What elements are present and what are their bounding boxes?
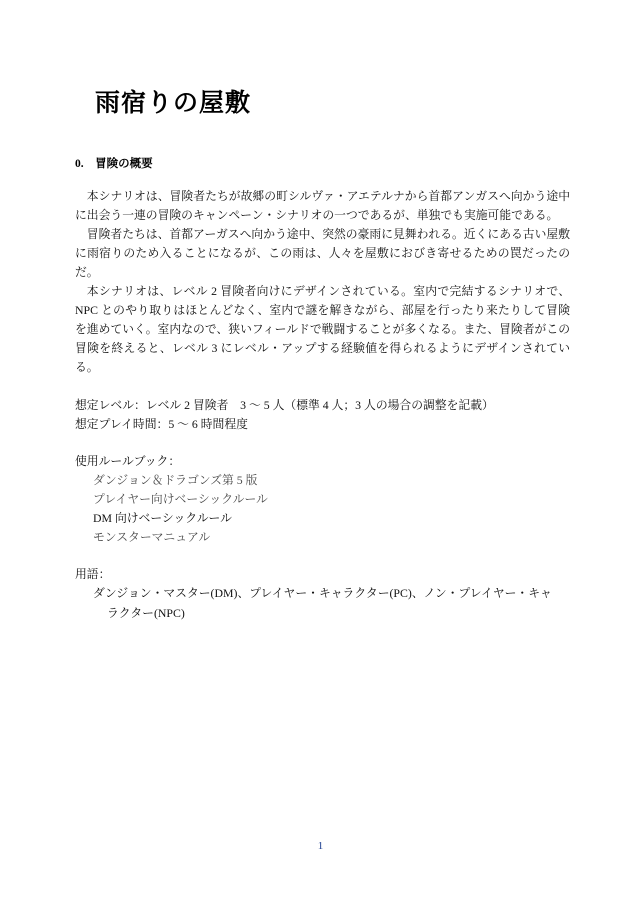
page-number: 1 [317,840,324,852]
spacer [75,547,570,565]
document-content [75,88,570,623]
rulebook-label: 使用ルールブック： [75,453,181,468]
terms-line-1: ダンジョン・マスター(DM)、プレイヤー・キャラクター(PC)、ノン・プレイヤー・キャ [93,586,552,601]
terms-line-2-text: ラクター(NPC) [107,605,185,620]
rulebook-item-4: モンスターマニュアル [93,530,211,545]
paragraph-2: 冒険者たちは、首都アーガスへ向かう途中、突然の豪雨に見舞われる。近くにある古い屋敷に雨宿りのため入ることになるが、この雨は、人々を屋敷におびき寄せるための罠だったのだ。 [75,226,570,279]
paragraph-3: 本シナリオは、レベル 2 冒険者向けにデザインされている。室内で完結するシナリオで、NPC とのやり取りはほとんどなく、室内で謎を解きながら、部屋を行ったり来たりして冒険を進めていく。室内なので、狭いフィールドで戦闘することが多くなる。また、冒険者がこの冒険を終えると、レベル 3 にレベル・アップする経験値を得られるようにデザインされている。 [75,284,570,375]
spacer [75,378,570,396]
spacer [75,434,570,452]
spec-line-level: 想定レベル：レベル 2 冒険者 3 ～ 5 人（標準 4 人；3 人の場合の調整を記載） [75,397,494,412]
terms-line-2 [75,604,570,623]
terms-label: 用語： [75,567,111,582]
section-heading: 0. 冒険の概要 [75,157,153,170]
spec-line-playtime: 想定プレイ時間：5 ～ 6 時間程度 [75,416,248,431]
paragraph-1: 本シナリオは、冒険者たちが故郷の町シルヴァ・アエテルナから首都アンガスへ向かう途中に出会う一連の冒険のキャンペーン・シナリオの一つであるが、単独でも実施可能である。 [75,188,570,222]
rulebook-item-3: DM 向けベーシックルール [93,511,232,526]
page-title: 雨宿りの屋敷 [95,90,252,117]
rulebook-item-1: ダンジョン＆ドラゴンズ第 5 版 [93,472,258,487]
rulebook-item-2: プレイヤー向けベーシックルール [93,492,268,507]
